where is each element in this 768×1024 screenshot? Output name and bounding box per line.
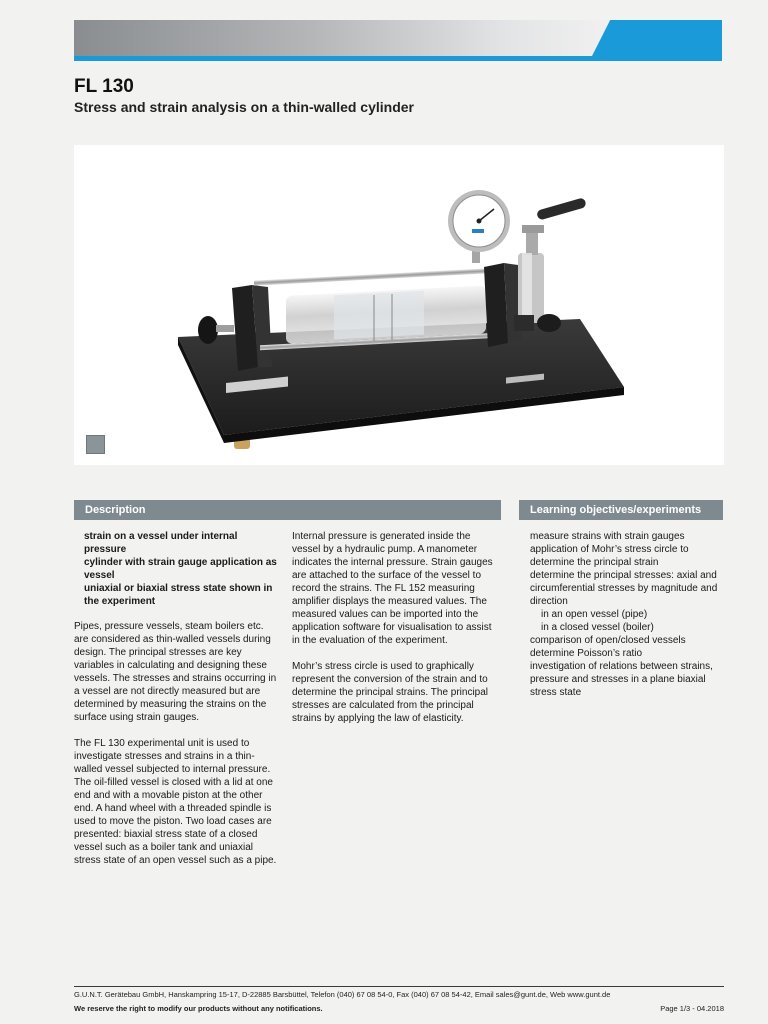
description-column-2 bbox=[292, 530, 500, 738]
banner-blue-block bbox=[592, 20, 722, 56]
description-paragraph: The FL 130 experimental unit is used to investigate stresses and strains in a thin-walled vessel subjected to internal pressure. The oil-filled vessel is closed with a lid at one end and with a movable piston at the other end. A hand wheel with a threaded spindle is used to move the piston. Two load cases are presented: biaxial stress state of a closed vessel such as a boiler tank and uniaxial stress state of an open vessel such as a pipe. bbox=[74, 738, 277, 866]
apparatus-illustration bbox=[74, 145, 724, 465]
learning-objective-item: comparison of open/closed vessels bbox=[530, 635, 686, 646]
learning-objective-item: determine the principal stresses: axial and circumferential stresses by magnitude and direction bbox=[530, 570, 718, 607]
banner-grey-gradient bbox=[74, 20, 614, 56]
footer-notice: We reserve the right to modify our products without any notifications. bbox=[74, 1004, 323, 1013]
product-subtitle: Stress and strain analysis on a thin-walled cylinder bbox=[74, 99, 414, 115]
learning-objective-item: application of Mohr’s stress circle to determine the principal strain bbox=[530, 544, 689, 568]
learning-objective-item: in an open vessel (pipe) bbox=[541, 609, 648, 620]
photo-marker bbox=[86, 435, 105, 454]
description-paragraph: Mohr’s stress circle is used to graphically represent the conversion of the strain and to determine the principal strains. The principal stresses are calculated from the principal strains by applying the law of elasticity. bbox=[292, 661, 489, 724]
learning-heading: Learning objectives/experiments bbox=[519, 500, 723, 520]
feature-bullet: uniaxial or biaxial stress state shown in the experiment bbox=[84, 583, 273, 607]
description-heading: Description bbox=[74, 500, 501, 520]
learning-objective-item: measure strains with strain gauges bbox=[530, 531, 685, 542]
learning-objective-item: in a closed vessel (boiler) bbox=[541, 622, 654, 633]
footer-divider bbox=[74, 986, 724, 987]
feature-bullet-list bbox=[74, 530, 280, 608]
description-paragraph: Internal pressure is generated inside the vessel by a hydraulic pump. A manometer indicates the internal pressure. Strain gauges are attached to the surface of the vessel to record the strains. The FL 152 measuring amplifier displays the measured values. The measured values can be imported into the application software for visualisation to assist in the evaluation of the experiment. bbox=[292, 531, 493, 646]
feature-bullet: cylinder with strain gauge application as vessel bbox=[84, 557, 277, 581]
header-banner bbox=[74, 20, 722, 62]
product-photo bbox=[74, 145, 724, 465]
page-number: Page 1/3 - 04.2018 bbox=[660, 1004, 724, 1013]
feature-bullet: strain on a vessel under internal pressure bbox=[84, 531, 238, 555]
learning-objectives-list bbox=[530, 530, 724, 699]
banner-blue-line bbox=[74, 56, 722, 61]
product-code: FL 130 bbox=[74, 76, 134, 97]
learning-objective-item: investigation of relations between strains, pressure and stresses in a plane biaxial stress state bbox=[530, 661, 713, 698]
description-paragraph: Pipes, pressure vessels, steam boilers etc. are considered as thin-walled vessels during design. The principal stresses are key variables in calculating and designing these vessels. The stresses and strains occurring in a vessel are not directly measured but are determined by measuring the strains on the surface using strain gauges. bbox=[74, 621, 277, 723]
footer-address: G.U.N.T. Gerätebau GmbH, Hanskampring 15-17, D-22885 Barsbüttel, Telefon (040) 67 08 54-0, Fax (040) 67 08 54-42, Email sales@gunt.de, Web www.gunt.de bbox=[74, 990, 611, 999]
description-column-1 bbox=[74, 530, 280, 880]
learning-objective-item: determine Poisson’s ratio bbox=[530, 648, 643, 659]
learning-list bbox=[530, 530, 724, 699]
